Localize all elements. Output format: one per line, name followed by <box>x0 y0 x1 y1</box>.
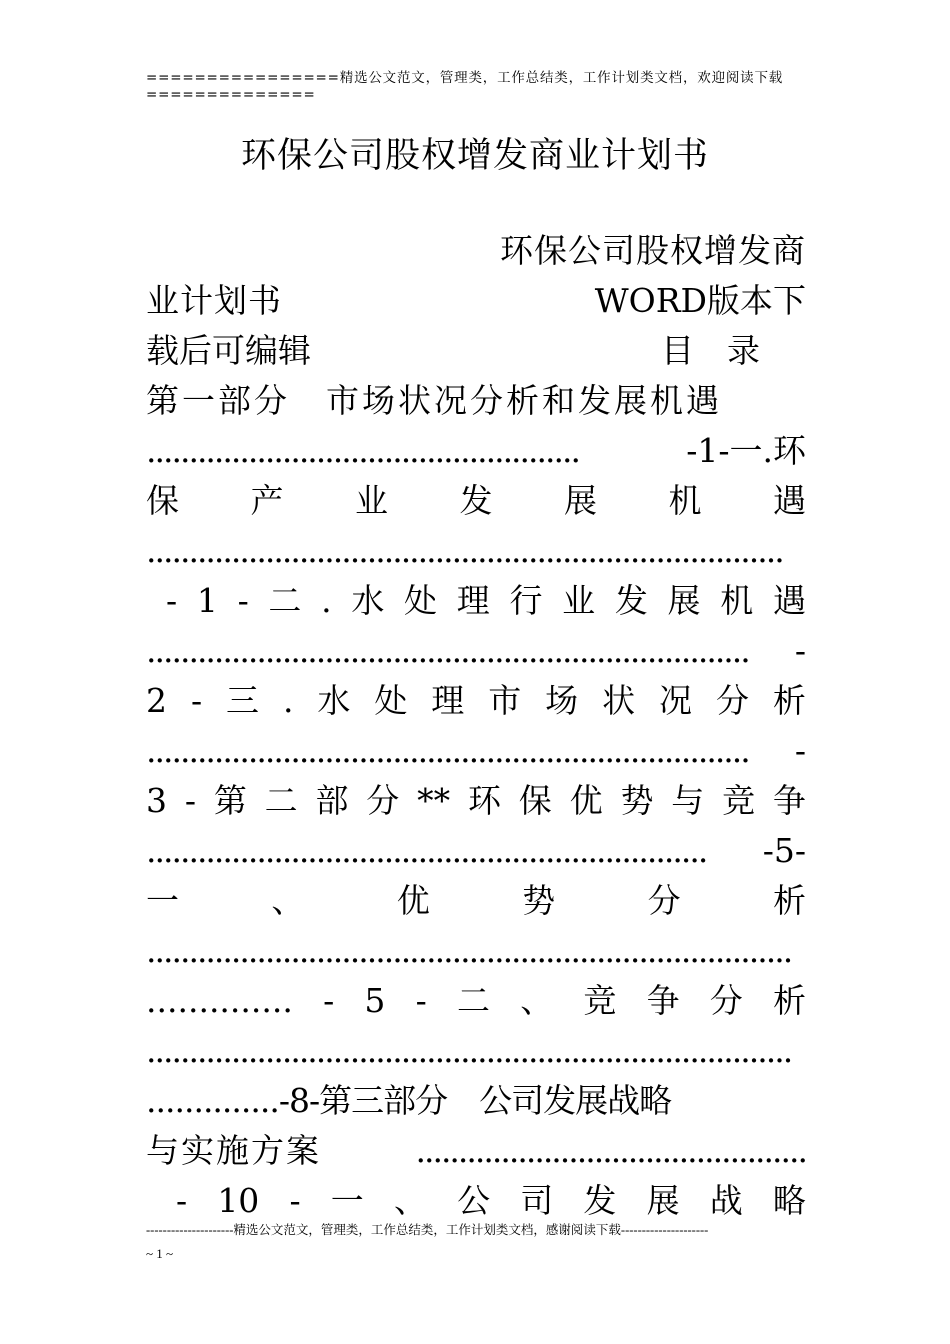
text-token: - <box>323 981 335 1020</box>
text-token: 分 <box>715 681 749 720</box>
page-header <box>146 70 806 104</box>
text-token: 析 <box>772 881 806 920</box>
text-token: - <box>176 1181 188 1220</box>
text-token: 场 <box>545 681 579 720</box>
body-line-3 <box>146 326 806 376</box>
text-token: 析 <box>772 681 806 720</box>
text-token: 业 <box>355 481 388 520</box>
text-token: 一 <box>146 881 179 920</box>
toc-part-3: ..............-8-第三部分 公司发展战略 <box>146 1081 672 1120</box>
text-token: 水 <box>317 681 351 720</box>
text-token: 发 <box>583 1181 617 1220</box>
toc-leader-dots: ................................................... <box>146 431 579 470</box>
toc-leader-dots: .............................................. <box>415 1131 806 1170</box>
document-title: 环保公司股权增发商业计划书 <box>240 136 709 176</box>
toc-part-1: 第一部分 市场状况分析和发展机遇 <box>146 381 722 420</box>
toc-leader-dots: ....................................................................... <box>146 631 749 670</box>
editable-note: 载后可编辑 <box>146 331 311 370</box>
text-token: . <box>321 581 332 620</box>
text-token: 理 <box>431 681 465 720</box>
toc-page-ref: - <box>794 631 806 670</box>
text-token: 与 <box>671 781 705 820</box>
text-token: 理 <box>456 581 490 620</box>
text-token: 发 <box>459 481 493 520</box>
toc-page-ref: - <box>794 731 806 770</box>
text-token: .............. <box>146 981 293 1020</box>
body-line-11 <box>146 726 806 776</box>
body-line-15 <box>146 926 806 976</box>
body-line-16 <box>146 976 806 1026</box>
toc-leader-dots: ............................................................................ <box>146 1031 792 1070</box>
page-number: ~ 1 ~ <box>146 1246 174 1261</box>
body-line-9 <box>146 626 806 676</box>
body-line-4 <box>146 376 806 426</box>
title-repeat-end: 业计划书 <box>146 281 282 320</box>
body-line-2 <box>146 276 806 326</box>
text-token: 展 <box>564 481 597 520</box>
toc-leader-dots: ........................................................................... <box>146 531 783 570</box>
text-token: 况 <box>659 681 693 720</box>
text-token: 机 <box>668 481 702 520</box>
text-token: 一 <box>330 1181 364 1220</box>
document-body <box>146 226 806 1226</box>
text-token: 势 <box>620 781 654 820</box>
text-token: - <box>237 581 249 620</box>
text-token: 5 <box>364 981 386 1020</box>
text-token: 二 <box>456 981 490 1020</box>
text-token: 竞 <box>583 981 617 1020</box>
title-repeat: 环保公司股权增发商 <box>500 231 806 270</box>
text-token: 机 <box>720 581 754 620</box>
body-line-19 <box>146 1126 806 1176</box>
text-token: 二 <box>264 781 298 820</box>
text-token: 析 <box>773 981 806 1020</box>
body-line-10 <box>146 676 806 726</box>
text-token: 三 <box>226 681 260 720</box>
text-token: 分 <box>709 981 743 1020</box>
text-token: 遇 <box>773 481 806 520</box>
text-token: 分 <box>366 781 400 820</box>
body-line-17 <box>146 1026 806 1076</box>
text-token: 优 <box>569 781 603 820</box>
text-token: 略 <box>772 1181 806 1220</box>
toc-leader-dots: .................................................................. <box>146 831 707 870</box>
text-token: 展 <box>667 581 701 620</box>
text-token: 水 <box>351 581 385 620</box>
text-token: 、 <box>271 881 305 920</box>
text-token: 10 <box>217 1181 260 1220</box>
text-token: 战 <box>709 1181 743 1220</box>
toc-part-3-cont: 与实施方案 <box>146 1131 321 1170</box>
text-token: 保 <box>518 781 552 820</box>
toc-page-ref: -5- <box>762 831 806 870</box>
text-token: - <box>415 981 427 1020</box>
text-token: 竞 <box>722 781 756 820</box>
text-token: 、 <box>393 1181 427 1220</box>
text-token: 展 <box>646 1181 680 1220</box>
text-token: 争 <box>772 781 806 820</box>
text-token: 处 <box>404 581 438 620</box>
text-token: - <box>190 681 203 720</box>
body-line-6 <box>146 476 806 526</box>
text-token: 产 <box>250 481 284 520</box>
header-line-2: ============== <box>146 87 316 103</box>
body-line-8 <box>146 576 806 626</box>
toc-leader-dots: ............................................................................ <box>146 931 792 970</box>
text-token: - <box>184 781 196 820</box>
text-token: - <box>289 1181 301 1220</box>
body-line-7 <box>146 526 806 576</box>
body-line-18 <box>146 1076 806 1126</box>
body-line-13 <box>146 826 806 876</box>
text-token: 司 <box>520 1181 554 1220</box>
text-token: 行 <box>509 581 543 620</box>
text-token: 、 <box>520 981 554 1020</box>
text-token: 3 <box>146 781 167 820</box>
text-token: 2 <box>146 681 167 720</box>
text-token: 保 <box>146 481 179 520</box>
body-line-5 <box>146 426 806 476</box>
text-token: 分 <box>647 881 681 920</box>
text-token: 部 <box>315 781 349 820</box>
text-token: 争 <box>646 981 680 1020</box>
body-line-20 <box>146 1176 806 1226</box>
toc-heading: 目 录 <box>661 331 760 370</box>
text-token: 势 <box>522 881 556 920</box>
body-line-12 <box>146 776 806 826</box>
page-footer: ---------------------精选公文范文，管理类，工作总结类，工作计划类文档，感谢阅读下载--------------------- <box>146 1223 709 1237</box>
text-token: 二 <box>268 581 302 620</box>
text-token: 环 <box>467 781 501 820</box>
text-token: - <box>166 581 178 620</box>
text-token: 第 <box>213 781 247 820</box>
text-token: ** <box>417 781 451 820</box>
text-token: 状 <box>602 681 636 720</box>
text-token: 发 <box>614 581 648 620</box>
toc-leader-dots: ....................................................................... <box>146 731 749 770</box>
body-line-1 <box>146 226 806 276</box>
text-token: 1 <box>196 581 218 620</box>
text-token: 遇 <box>772 581 806 620</box>
text-token: 市 <box>488 681 522 720</box>
header-line-1: ================精选公文范文，管理类，工作总结类，工作计划类文档，欢迎阅读下载 <box>146 70 784 86</box>
word-version-note: WORD版本下 <box>594 281 806 320</box>
toc-page-ref: -1-一.环 <box>686 431 806 470</box>
text-token: . <box>282 681 294 720</box>
body-line-14 <box>146 876 806 926</box>
text-token: 公 <box>457 1181 491 1220</box>
text-token: 优 <box>396 881 430 920</box>
text-token: 处 <box>374 681 408 720</box>
text-token: 业 <box>562 581 596 620</box>
